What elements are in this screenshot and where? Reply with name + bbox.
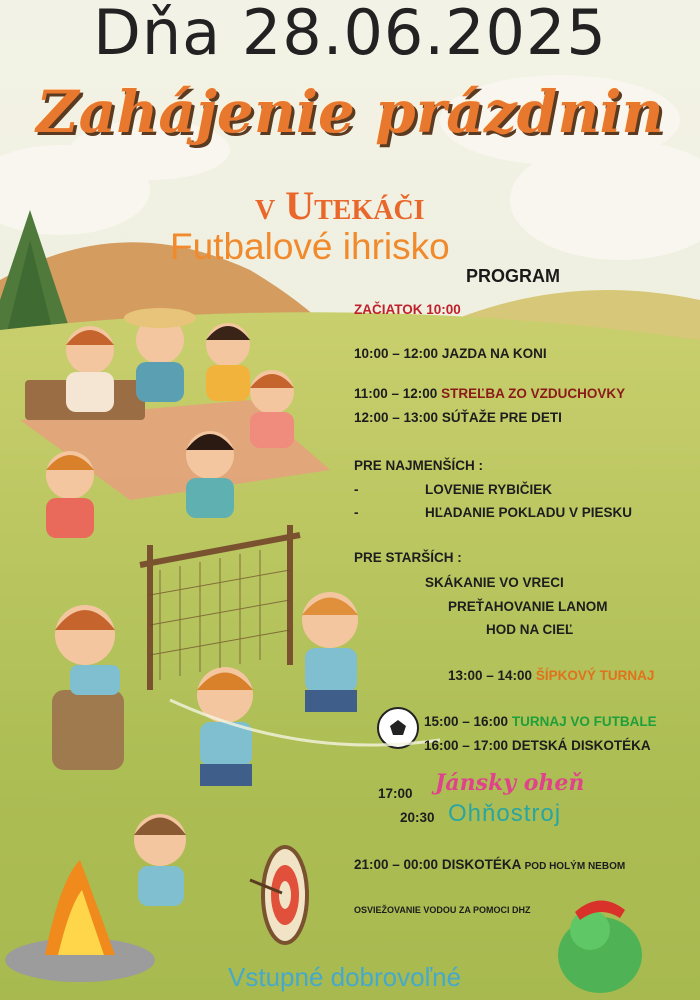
tournament-item: 13:00 – 14:00 ŠÍPKOVÝ TURNAJ [448,668,655,683]
youngest-item-bullet: - [354,482,359,497]
older-heading: PRE STARŠÍCH : [354,550,462,565]
program-item: 11:00 – 12:00 STREĽBA ZO VZDUCHOVKY [354,386,626,401]
evening-fireworks: Ohňostroj [448,800,562,827]
evening-time: 17:00 [378,786,413,801]
program-item: 12:00 – 13:00 SÚŤAŽE PRE DETI [354,410,562,425]
older-item: HOD NA CIEĽ [486,622,574,637]
tournament-item: 15:00 – 16:00 TURNAJ VO FUTBALE [424,714,657,729]
event-village: v Utekáči [255,183,425,228]
youngest-item: LOVENIE RYBIČIEK [425,482,553,497]
program-heading: PROGRAM [466,266,560,286]
tournament-item: 16:00 – 17:00 DETSKÁ DISKOTÉKA [424,738,651,753]
program-item: 10:00 – 12:00 JAZDA NA KONI [354,346,547,361]
youngest-item: HĽADANIE POKLADU V PIESKU [425,505,633,520]
entry-fee-note: Vstupné dobrovoľné [228,962,462,992]
youngest-item-bullet: - [354,505,359,520]
older-item: SKÁKANIE VO VRECI [425,575,564,590]
evening-time: 20:30 [400,810,435,825]
event-date: Dňa 28.06.2025 [93,0,607,69]
event-title: Zahájenie prázdnin [36,78,664,146]
start-time: ZAČIATOK 10:00 [354,302,461,317]
older-item: PREŤAHOVANIE LANOM [448,599,608,614]
event-venue: Futbalové ihrisko [170,226,450,267]
refresh-note: OSVIEŽOVANIE VODOU ZA POMOCI DHZ [354,905,531,915]
night-item: 21:00 – 00:00 DISKOTÉKA POD HOLÝM NEBOM [354,857,626,872]
evening-bonfire: Jánsky oheň [435,770,585,796]
youngest-heading: PRE NAJMENŠÍCH : [354,458,484,473]
